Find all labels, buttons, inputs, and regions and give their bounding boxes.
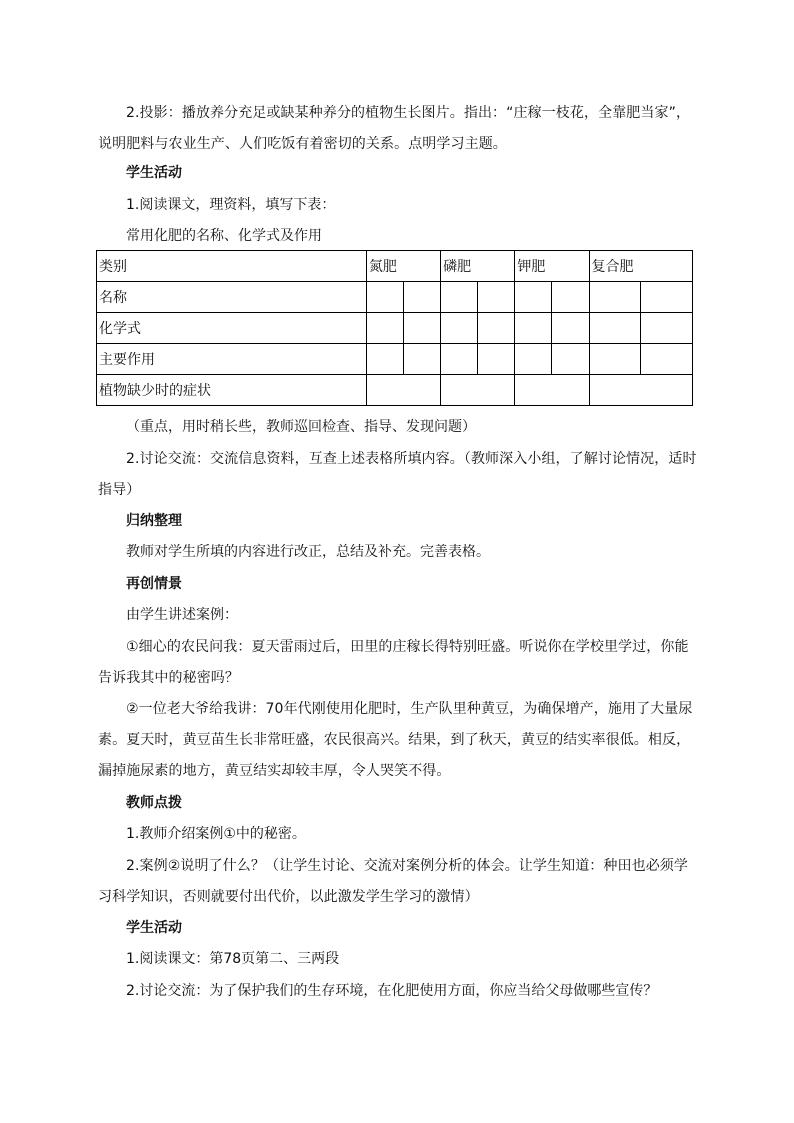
table-cell: [404, 282, 441, 313]
table-cell: [515, 282, 552, 313]
table-cell: [515, 313, 552, 344]
header-category: 类别: [97, 251, 367, 282]
header-phosphorus: 磷肥: [441, 251, 515, 282]
table-cell: [515, 344, 552, 375]
table-cell: [515, 375, 589, 406]
table-cell: [640, 344, 692, 375]
paragraph-read-text: 1.阅读课文，理资料，填写下表：: [126, 197, 336, 213]
paragraph-discussion-1: 2.讨论交流：交流信息资料，互查上述表格所填内容。（教师深入小组，了解讨论情况，适时指导）: [98, 451, 697, 498]
heading-teacher-guidance: 教师点拨: [126, 795, 182, 811]
table-cell: [441, 282, 478, 313]
header-potassium: 钾肥: [515, 251, 589, 282]
table-row: [97, 282, 693, 313]
heading-student-activity-2: 学生活动: [126, 920, 182, 936]
paragraph-key-point: （重点，用时稍长些，教师巡回检查、指导、发现问题）: [126, 419, 476, 435]
row-label-symptoms: 植物缺少时的症状: [97, 375, 367, 406]
paragraph-case-intro: 由学生讲述案例：: [126, 607, 238, 623]
paragraph-summary: 教师对学生所填的内容进行改正，总结及补充。完善表格。: [126, 544, 490, 560]
paragraph-projection: 2.投影：播放养分充足或缺某种养分的植物生长图片。指出：“庄稼一枝花，全靠肥当家”，说明肥料与农业生产、人们吃饭有着密切的关系。点明学习主题。: [98, 105, 691, 152]
table-cell: [441, 344, 478, 375]
table-cell: [404, 313, 441, 344]
table-cell: [589, 282, 640, 313]
paragraph-case-1: ①细心的农民问我：夏天雷雨过后，田里的庄稼长得特别旺盛。听说你在学校里学过，你能告诉我其中的秘密吗？: [98, 639, 689, 686]
table-cell: [552, 282, 589, 313]
paragraph-guidance-2: 2.案例②说明了什么？（让学生讨论、交流对案例分析的体会。让学生知道：种田也必须学习科学知识，否则就要付出代价，以此激发学生学习的激情）: [98, 858, 689, 905]
paragraph-guidance-1: 1.教师介绍案例①中的秘密。: [126, 826, 306, 842]
row-label-function: 主要作用: [97, 344, 367, 375]
table-cell: [552, 344, 589, 375]
heading-recreate-scenario: 再创情景: [126, 576, 182, 592]
table-caption: 常用化肥的名称、化学式及作用: [126, 228, 322, 244]
table-cell: [552, 313, 589, 344]
table-cell: [366, 313, 403, 344]
table-cell: [404, 344, 441, 375]
heading-student-activity-1: 学生活动: [126, 165, 182, 181]
table-cell: [366, 282, 403, 313]
table-cell: [589, 313, 640, 344]
table-cell: [366, 344, 403, 375]
table-cell: [478, 344, 515, 375]
table-row: [97, 344, 693, 375]
fertilizer-table: [96, 250, 693, 406]
table-cell: [589, 375, 692, 406]
table-cell: [441, 375, 515, 406]
row-label-formula: 化学式: [97, 313, 367, 344]
table-cell: [640, 282, 692, 313]
table-cell: [478, 313, 515, 344]
header-compound: 复合肥: [589, 251, 692, 282]
row-label-name: 名称: [97, 282, 367, 313]
paragraph-discussion-2: 2.讨论交流：为了保护我们的生存环境，在化肥使用方面，你应当给父母做哪些宣传？: [126, 983, 658, 999]
paragraph-case-2: ②一位老大爷给我讲：70年代刚使用化肥时，生产队里种黄豆，为确保增产，施用了大量尿素。夏天时，黄豆苗生长非常旺盛，农民很高兴。结果，到了秋天，黄豆的结实率很低。相反，漏掉施尿素的地方，黄豆结实却较丰厚，令人哭笑不得。: [98, 701, 693, 779]
table-row: [97, 375, 693, 406]
table-cell: [478, 282, 515, 313]
heading-summary: 归纳整理: [126, 513, 182, 529]
table-cell: [640, 313, 692, 344]
table-cell: [589, 344, 640, 375]
header-nitrogen: 氮肥: [366, 251, 440, 282]
table-header-row: [97, 251, 693, 282]
paragraph-read-pages: 1.阅读课文：第78页第二、三两段: [126, 951, 340, 967]
table-cell: [366, 375, 440, 406]
table-cell: [441, 313, 478, 344]
table-row: [97, 313, 693, 344]
